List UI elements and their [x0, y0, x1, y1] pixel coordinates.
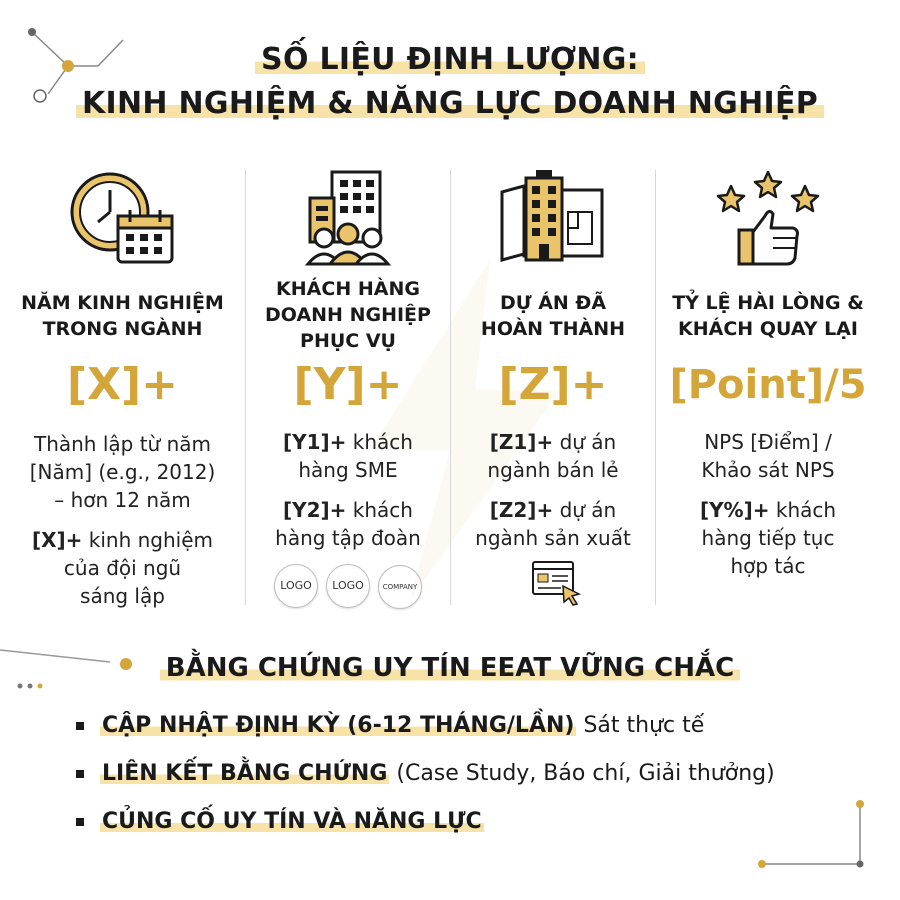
- desc-line: Khảo sát NPS: [701, 458, 835, 482]
- column-title-line: KHÁCH QUAY LẠI: [678, 318, 858, 340]
- column-title-line: NĂM KINH NGHIỆM: [21, 292, 224, 314]
- desc-line: hợp tác: [730, 554, 806, 578]
- client-logo: COMPANY: [378, 565, 422, 609]
- title-line-2: KINH NGHIỆM & NĂNG LỰC DOANH NGHIỆP: [76, 86, 824, 121]
- client-logo: LOGO: [274, 564, 318, 608]
- desc-line: ngành sản xuất: [475, 526, 631, 550]
- desc-line: NPS [Điểm] /: [704, 430, 832, 454]
- stat-column-satisfaction: [658, 168, 878, 608]
- stat-column-experience: [20, 168, 225, 608]
- column-divider: [655, 170, 656, 605]
- eeat-bullet-list: [76, 706, 876, 850]
- column-title-line: DOANH NGHIỆP: [265, 304, 431, 326]
- stat-value: [X]+: [66, 359, 178, 410]
- desc-line: [Y%]+ khách: [699, 498, 837, 522]
- desc-line: hàng tập đoàn: [275, 526, 421, 550]
- column-title-line: KHÁCH HÀNG: [276, 278, 420, 300]
- desc-line: Thành lập từ năm: [33, 432, 211, 456]
- bullet-text: (Case Study, Báo chí, Giải thưởng): [389, 761, 775, 786]
- stat-value: [Z]+: [498, 359, 608, 410]
- desc-line: [Năm] (e.g., 2012): [29, 460, 216, 484]
- desc-line: [Y2]+ khách: [283, 498, 413, 522]
- bullet-text: Sát thực tế: [576, 713, 705, 738]
- column-title-line: TỶ LỆ HÀI LÒNG &: [672, 292, 864, 314]
- column-divider: [450, 170, 451, 605]
- bullet-square-icon: [76, 770, 84, 778]
- list-item: [76, 802, 876, 850]
- desc-line: của đội ngũ: [63, 556, 182, 580]
- column-title-line: TRONG NGÀNH: [42, 318, 203, 340]
- office-building-people-icon: [298, 168, 398, 268]
- client-logo: LOGO: [326, 564, 370, 608]
- column-title-line: PHỤC VỤ: [300, 330, 396, 352]
- stat-value: [Point]/5: [669, 362, 867, 408]
- stars-thumbs-up-icon: [713, 168, 823, 268]
- desc-line: [Z2]+ dự án: [489, 498, 617, 522]
- stat-column-projects: [453, 168, 653, 608]
- column-title-line: DỰ ÁN ĐÃ: [499, 292, 607, 314]
- clock-calendar-icon: [68, 168, 178, 268]
- bullet-square-icon: [76, 722, 84, 730]
- desc-line: [Y1]+ khách: [283, 430, 413, 454]
- desc-line: – hơn 12 năm: [54, 488, 191, 512]
- stat-value: [Y]+: [293, 359, 403, 410]
- title-line-1: SỐ LIỆU ĐỊNH LƯỢNG:: [255, 42, 645, 77]
- subtitle-text: BẰNG CHỨNG UY TÍN EEAT VỮNG CHẮC: [160, 653, 740, 683]
- list-item: [76, 706, 876, 754]
- column-title-line: HOÀN THÀNH: [480, 318, 626, 340]
- section-subtitle: [0, 648, 900, 688]
- desc-line: sáng lập: [80, 584, 165, 608]
- browser-click-icon: [531, 560, 583, 606]
- bullet-square-icon: [76, 818, 84, 826]
- desc-line: ngành bán lẻ: [487, 458, 619, 482]
- desc-line: [X]+ kinh nghiệm: [31, 528, 214, 552]
- building-blueprint-icon: [498, 168, 608, 268]
- client-logos: [248, 564, 448, 609]
- bullet-bold: LIÊN KẾT BẰNG CHỨNG: [102, 761, 388, 786]
- stat-column-clients: [248, 168, 448, 608]
- page-title: [0, 38, 900, 126]
- list-item: [76, 754, 876, 802]
- desc-line: hàng tiếp tục: [701, 526, 835, 550]
- bullet-bold: CỦNG CỐ UY TÍN VÀ NĂNG LỰC: [102, 809, 482, 834]
- bullet-bold: CẬP NHẬT ĐỊNH KỲ (6-12 THÁNG/LẦN): [102, 713, 575, 738]
- column-divider: [245, 170, 246, 605]
- desc-line: [Z1]+ dự án: [489, 430, 617, 454]
- desc-line: hàng SME: [298, 458, 398, 482]
